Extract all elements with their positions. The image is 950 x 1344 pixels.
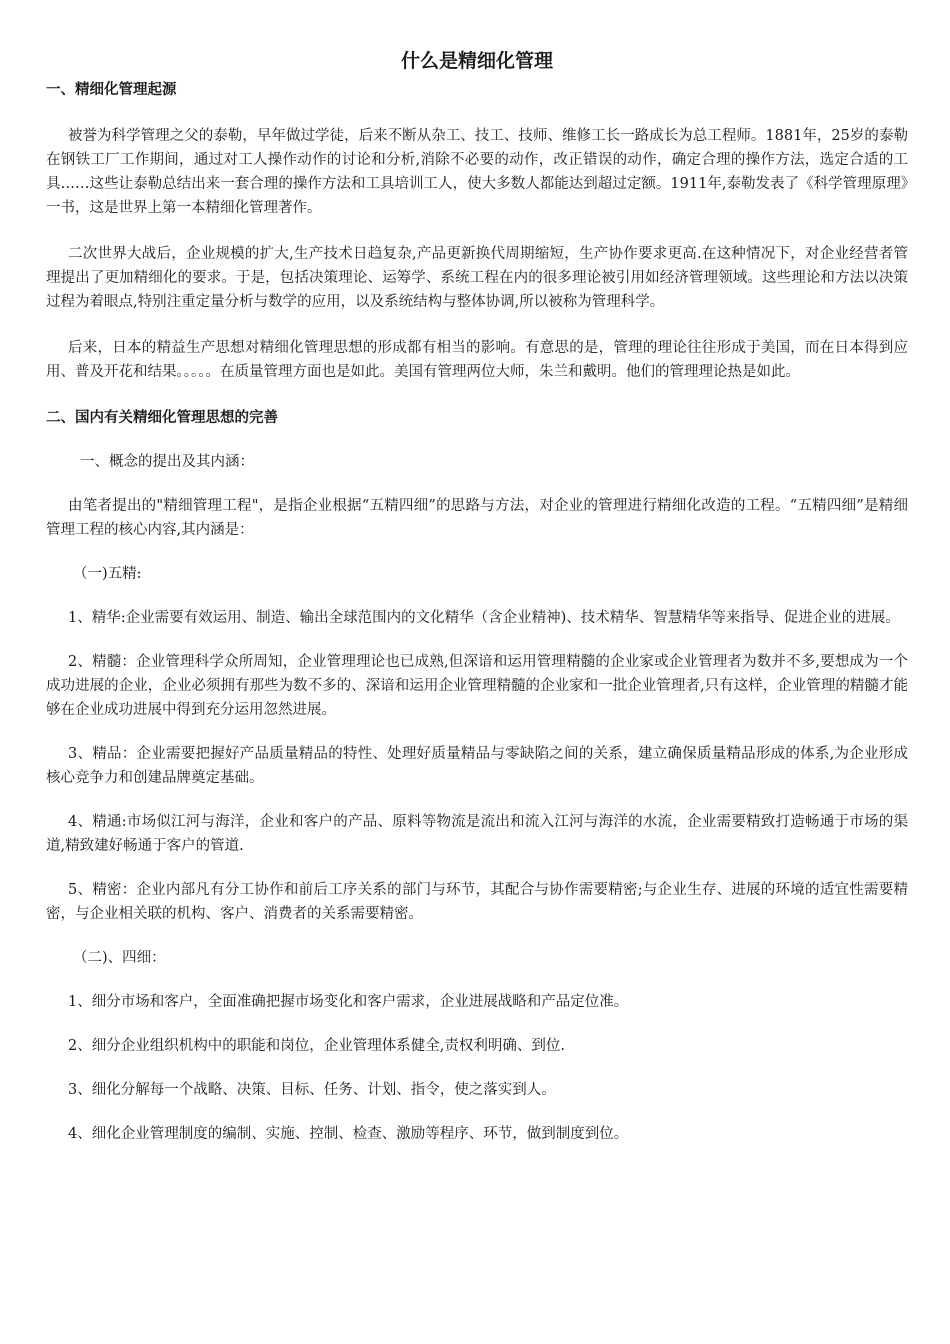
list-item: 1、精华:企业需要有效运用、制造、输出全球范围内的文化精华（含企业精神)、技术精华、智慧精华等来指导、促进企业的进展。 xyxy=(68,610,900,626)
list-item: 4、精通:市场似江河与海洋，企业和客户的产品、原料等物流是流出和流入江河与海洋的水流，企业需要精致打造畅通于市场的渠道,精致建好畅通于客户的管道. xyxy=(46,814,908,854)
document-title: 什么是精细化管理 xyxy=(400,50,553,72)
section-heading-origin: 一、精细化管理起源 xyxy=(46,82,177,98)
five-refinements-heading: （一)五精: xyxy=(73,566,142,582)
concept-subheading: 一、概念的提出及其内涵： xyxy=(80,454,254,470)
paragraph-japan: 后来，日本的精益生产思想对精细化管理思想的形成都有相当的影响。有意思的是，管理的理论往往形成于美国，而在日本得到应用、普及开花和结果。。。。。在质量管理方面也是如此。美国有管理两位大师，朱兰和戴明。他们的管理理论热是如此。 xyxy=(46,340,908,380)
list-item: 4、细化企业管理制度的编制、实施、控制、检查、激励等程序、环节，做到制度到位。 xyxy=(68,1126,629,1142)
four-details-heading: （二)、四细： xyxy=(73,950,166,966)
paragraph-concept-intro: 由笔者提出的"精细管理工程"，是指企业根据“五精四细”的思路与方法，对企业的管理进行精细化改造的工程。“五精四细”是精细管理工程的核心内容,其内涵是： xyxy=(46,498,908,538)
list-item: 1、细分市场和客户，全面准确把握市场变化和客户需求，企业进展战略和产品定位准。 xyxy=(68,994,629,1010)
section-heading-domestic: 二、国内有关精细化管理思想的完善 xyxy=(46,410,278,426)
list-item: 3、精品：企业需要把握好产品质量精品的特性、处理好质量精品与零缺陷之间的关系，建立确保质量精品形成的体系,为企业形成核心竞争力和创建品牌奠定基础。 xyxy=(46,746,908,786)
list-item: 5、精密：企业内部凡有分工协作和前后工序关系的部门与环节，其配合与协作需要精密;与企业生存、进展的环境的适宜性需要精密，与企业相关联的机构、客户、消费者的关系需要精密。 xyxy=(46,882,908,922)
list-item: 3、细化分解每一个战略、决策、目标、任务、计划、指令，使之落实到人。 xyxy=(68,1082,556,1098)
paragraph-postwar: 二次世界大战后，企业规模的扩大,生产技术日趋复杂,产品更新换代周期缩短，生产协作要求更高.在这种情况下，对企业经营者管理提出了更加精细化的要求。于是，包括决策理论、运筹学、系统工程在内的很多理论被引用如经济管理领域。这些理论和方法以决策过程为着眼点,特别注重定量分析与数学的应用，以及系统结构与整体协调,所以被称为管理科学。 xyxy=(46,246,908,310)
list-item: 2、细分企业组织机构中的职能和岗位，企业管理体系健全,责权利明确、到位. xyxy=(68,1038,565,1054)
paragraph-taylor: 被誉为科学管理之父的泰勒，早年做过学徒，后来不断从杂工、技工、技师、维修工长一路成长为总工程师。1881年，25岁的泰勒在钢铁工厂工作期间，通过对工人操作动作的讨论和分析,消除不必要的动作，改正错误的动作，确定合理的操作方法，选定合适的工具……这些让泰勒总结出来一套合理的操作方法和工具培训工人，使大多数人都能达到超过定额。1911年,泰勒发表了《科学管理原理》一书，这是世界上第一本精细化管理著作。 xyxy=(46,128,908,216)
list-item: 2、精髓：企业管理科学众所周知，企业管理理论也已成熟,但深谙和运用管理精髓的企业家或企业管理者为数并不多,要想成为一个成功进展的企业，企业必须拥有那些为数不多的、深谙和运用企业管理精髓的企业家和一批企业管理者,只有这样，企业管理的精髓才能够在企业成功进展中得到充分运用忽然进展。 xyxy=(46,654,908,718)
document-page xyxy=(46,46,908,1146)
